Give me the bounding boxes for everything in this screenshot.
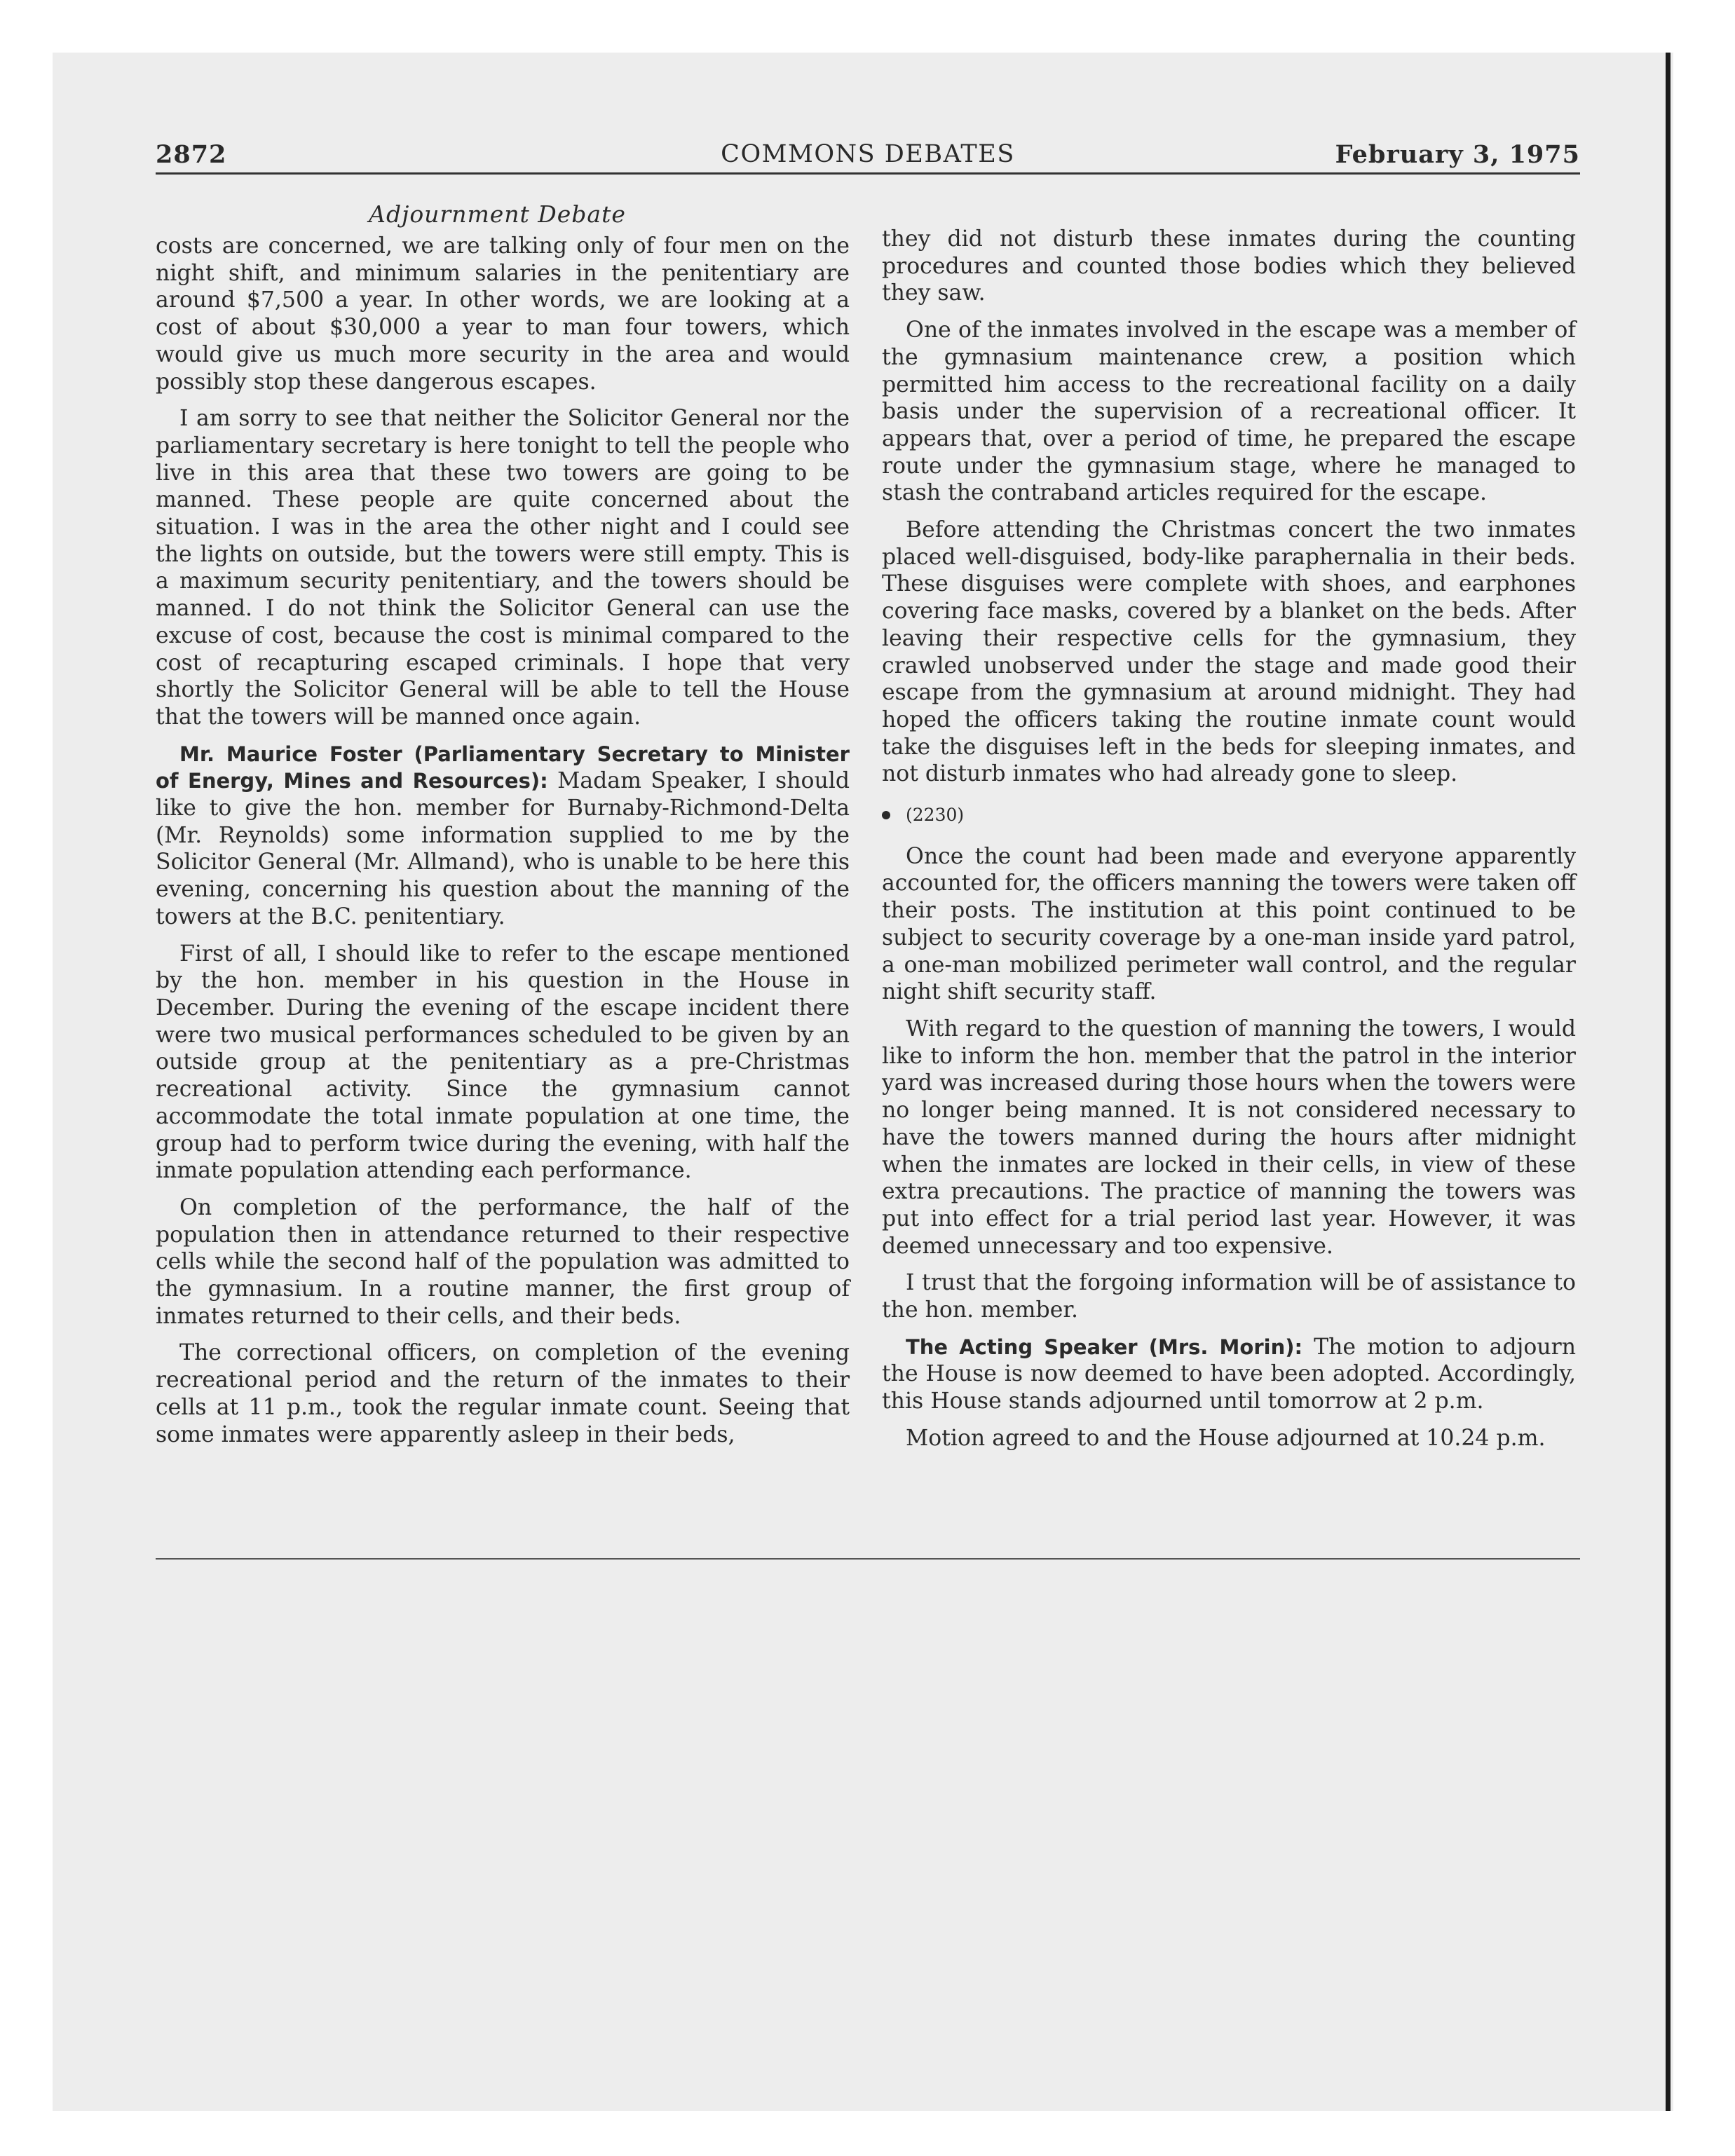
paragraph: On completion of the performance, the half of the population then in attendance returned to their respective cells while the second half of the population was admitted to the gymnasium. In a routine manner, the first group of inmates returned to their cells, and their beds. [156, 1194, 850, 1329]
paragraph: I trust that the forgoing information will be of assistance to the hon. member. [882, 1270, 1576, 1323]
time-marker-text: (2230) [906, 805, 965, 826]
section-heading: Adjournment Debate [369, 200, 626, 228]
paragraph: First of all, I should like to refer to the escape mentioned by the hon. member in his question in the House in December. During the evening of the escape incident there were two musical performances scheduled to be given by an outside group at the penitentiary as a pre-Christmas recreational activity. Since the gymnasium cannot accommodate the total inmate population at one time, the group had to perform twice during the evening, with half the inmate population attending each performance. [156, 941, 850, 1184]
page-header [156, 140, 1580, 174]
page-edge-shadow [1666, 53, 1671, 2111]
speech-text: Madam Speaker, I should like to give the hon. member for Burnaby-Richmond-Delta (Mr. Reynolds) some information supplied to me by the Solicitor General (Mr. Allmand), who is unable to be here this evening, concerning his question about the manning of the towers at the B.C. penitentiary. [156, 768, 850, 929]
footer-rule [156, 1558, 1580, 1560]
speech-paragraph [156, 741, 850, 931]
paragraph: I am sorry to see that neither the Solicitor General nor the parliamentary secretary is here tonight to tell the people who live in this area that these two towers are going to be manned. These people are quite concerned about the situation. I was in the area the other night and I could see the lights on outside, but the towers were still empty. This is a maximum security penitentiary, and the towers should be manned. I do not think the Solicitor General can use the excuse of cost, because the cost is minimal compared to the cost of recapturing escaped criminals. I hope that very shortly the Solicitor General will be able to tell the House that the towers will be manned once again. [156, 406, 850, 730]
paragraph: costs are concerned, we are talking only of four men on the night shift, and minimum salaries in the penitentiary are around $7,500 a year. In other words, we are looking at a cost of about $30,000 a year to man four towers, which would give us much more security in the area and would possibly stop these dangerous escapes. [156, 233, 850, 395]
right-column [882, 226, 1576, 1462]
header-rule [156, 172, 1580, 175]
speech-text: The motion to adjourn the House is now deemed to have been adopted. Accordingly, this House stands adjourned until tomorrow at 2 p.m. [882, 1334, 1576, 1414]
publication-date: February 3, 1975 [1335, 140, 1580, 169]
paragraph: Once the count had been made and everyone apparently accounted for, the officers manning the towers were taken off their posts. The institution at this point continued to be subject to security coverage by a one-man inside yard patrol, a one-man mobilized perimeter wall control, and the regular night shift security staff. [882, 843, 1576, 1005]
bullet-icon [882, 811, 890, 819]
left-column [156, 233, 850, 1458]
paragraph: One of the inmates involved in the escape was a member of the gymnasium maintenance crew, a position which permitted him access to the recreational facility on a daily basis under the supervision of a recreational officer. It appears that, over a period of time, he prepared the escape route under the gymnasium stage, where he managed to stash the contraband articles required for the escape. [882, 318, 1576, 506]
paragraph: With regard to the question of manning the towers, I would like to inform the hon. member that the patrol in the interior yard was increased during those hours when the towers were no longer being manned. It is not considered necessary to have the towers manned during the hours after midnight when the inmates are locked in their cells, in view of these extra precautions. The practice of manning the towers was put into effect for a trial period last year. However, it was deemed unnecessary and too expensive. [882, 1016, 1576, 1259]
publication-title: COMMONS DEBATES [721, 140, 1015, 168]
paragraph: The correctional officers, on completion of the evening recreational period and the return of the inmates to their cells at 11 p.m., took the regular inmate count. Seeing that some inmates were apparently asleep in their beds, [156, 1340, 850, 1447]
paragraph: they did not disturb these inmates during the counting procedures and counted those bodies which they believed they saw. [882, 226, 1576, 306]
speaker-name: Mr. Maurice Foster (Parliamentary Secretary to Minister of Energy, Mines and Resources): [156, 742, 850, 793]
paragraph: Before attending the Christmas concert the two inmates placed well-disguised, body-like paraphernalia in their beds. These disguises were complete with shoes, and earphones covering face masks, covered by a blanket on the beds. After leaving their respective cells for the gymnasium, they crawled unobserved under the stage and made good their escape from the gymnasium at around midnight. They had hoped the officers taking the routine inmate count would take the disguises left in the beds for sleeping inmates, and not disturb inmates who had already gone to sleep. [882, 517, 1576, 787]
time-marker [882, 802, 1576, 829]
speech-paragraph [882, 1334, 1576, 1415]
page-number: 2872 [156, 140, 227, 169]
speaker-name: The Acting Speaker (Mrs. Morin): [906, 1335, 1303, 1359]
paragraph: Motion agreed to and the House adjourned at 10.24 p.m. [906, 1425, 1546, 1451]
